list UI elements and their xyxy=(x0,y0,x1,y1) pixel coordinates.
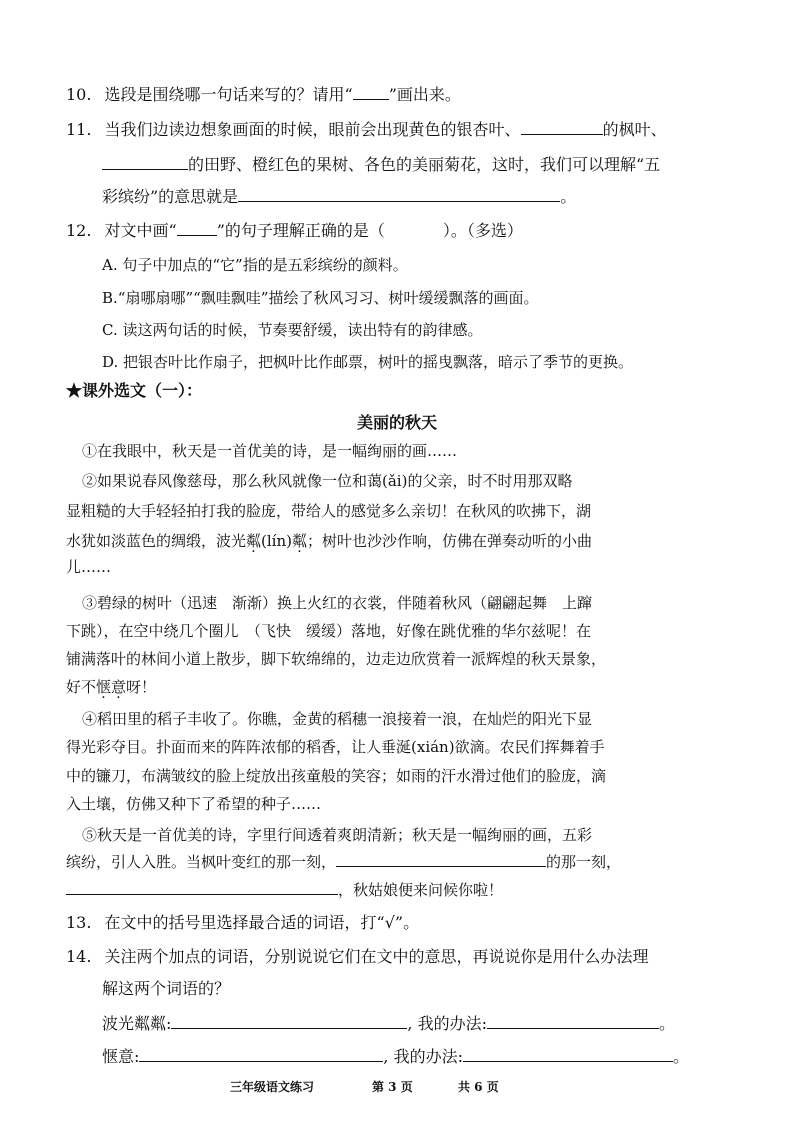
question-11-line-3 xyxy=(102,186,576,208)
answer-blank[interactable] xyxy=(353,85,389,100)
passage-title: 美丽的秋天 xyxy=(356,413,437,432)
passage-text: ；树叶也沙沙作响，仿佛在弹奏动听的小曲 xyxy=(307,532,593,550)
answer-row-2 xyxy=(102,1046,689,1068)
question-12 xyxy=(66,220,523,242)
method-label: , 我的办法: xyxy=(407,1014,487,1033)
answer-blank[interactable] xyxy=(102,155,188,170)
question-text: 对文中画“ xyxy=(104,221,177,240)
passage-paragraph-4-line-3: 中的镰刀，布满皱纹的脸上绽放出孩童般的笑容；如雨的汗水滑过他们的脸庞，滴 xyxy=(66,767,607,785)
passage-paragraph-5-line-3 xyxy=(66,879,503,901)
answer-blank xyxy=(177,221,217,236)
answer-row-1 xyxy=(102,1013,675,1035)
passage-paragraph-3-line-4 xyxy=(66,676,156,698)
star-icon: ★ xyxy=(66,381,83,400)
question-14-line-2: 解这两个词语的？ xyxy=(102,979,231,998)
passage-paragraph-5-line-2 xyxy=(66,851,621,873)
section-label: 课外选文（一）： xyxy=(82,381,203,400)
meaning-blank[interactable] xyxy=(171,1014,407,1029)
word-label: 波光粼粼: xyxy=(102,1014,172,1033)
passage-paragraph-5-line-1: ⑤秋天是一首优美的诗，字里行间透着爽朗清新；秋天是一幅绚丽的画，五彩 xyxy=(82,826,593,844)
word-label: 惬意: xyxy=(102,1047,140,1066)
punctuation: 。 xyxy=(672,1047,689,1066)
method-label: , 我的办法: xyxy=(383,1047,463,1066)
question-text: 的田野、橙红色的果树、各色的美丽菊花，这时，我们可以理解“五 xyxy=(188,155,661,174)
dotted-char: 意 xyxy=(111,678,127,696)
question-number: 14. xyxy=(66,947,92,966)
question-text: 在文中的括号里选择最合适的词语，打“√”。 xyxy=(104,913,420,932)
question-number: 13. xyxy=(66,913,92,932)
answer-blank[interactable] xyxy=(66,880,338,895)
option-d: D. 把银杏叶比作扇子，把枫叶比作邮票，树叶的摇曳飘落，暗示了季节的更换。 xyxy=(102,353,634,371)
passage-text: 水犹如淡蓝色的绸缎，波光 xyxy=(66,532,247,550)
question-11-line-2 xyxy=(102,154,660,176)
answer-blank[interactable] xyxy=(238,187,560,202)
passage-paragraph-1: ①在我眼中，秋天是一首优美的诗，是一幅绚丽的画…… xyxy=(82,442,458,460)
question-text: ”的句子理解正确的是（ xyxy=(216,221,385,240)
option-a: A. 句子中加点的“它”指的是五彩缤纷的颜料。 xyxy=(102,256,408,274)
question-number: 11. xyxy=(66,120,92,139)
question-text: 的枫叶、 xyxy=(602,120,667,139)
passage-paragraph-4-line-4: 入土壤，仿佛又种下了希望的种子…… xyxy=(66,795,322,813)
passage-paragraph-3-line-3: 铺满落叶的林间小道上散步，脚下软绵绵的，边走边欣赏着一派辉煌的秋天景象， xyxy=(66,650,607,668)
question-text: 当我们边读边想象画面的时候，眼前会出现黄色的银杏叶、 xyxy=(104,120,521,139)
question-11 xyxy=(66,119,667,141)
passage-text: 缤纷，引人入胜。当枫叶变红的那一刻， xyxy=(66,853,337,871)
question-number: 12. xyxy=(66,221,92,240)
question-text: ）。（多选） xyxy=(442,221,523,240)
meaning-blank[interactable] xyxy=(139,1047,383,1062)
passage-text: 呀！ xyxy=(126,678,157,696)
passage-paragraph-4-line-2: 得光彩夺目。扑面而来的阵阵浓郁的稻香，让人垂涎(xián)欲滴。农民们挥舞着手 xyxy=(66,738,605,756)
passage-text: 好不 xyxy=(66,678,97,696)
footer-subject: 三年级语文练习 xyxy=(230,1080,315,1094)
question-10 xyxy=(66,84,461,106)
dotted-char: 粼 xyxy=(246,532,262,550)
footer-page-number: 第 3 页 xyxy=(372,1080,413,1094)
section-heading xyxy=(66,380,202,402)
question-text: 。 xyxy=(560,187,577,206)
passage-paragraph-3-line-2: 下跳），在空中绕几个圈儿 （飞快 缓缓）落地，好像在跳优雅的华尔兹呢！在 xyxy=(66,622,592,640)
footer-page-total: 共 6 页 xyxy=(458,1080,499,1094)
method-blank[interactable] xyxy=(487,1014,659,1029)
answer-blank[interactable] xyxy=(336,852,546,867)
question-14 xyxy=(66,946,649,968)
passage-text: 的那一刻， xyxy=(546,853,622,871)
passage-paragraph-3-line-1: ③碧绿的树叶（迅速 渐渐）换上火红的衣裳，伴随着秋风（翩翩起舞 上蹿 xyxy=(82,594,593,612)
answer-blank[interactable] xyxy=(521,120,603,135)
question-text: ”画出来。 xyxy=(388,85,461,104)
question-13 xyxy=(66,912,419,934)
passage-text: ，秋姑娘便来问候你啦！ xyxy=(338,881,504,899)
passage-paragraph-2-line-1: ②如果说春风像慈母，那么秋风就像一位和蔼(ǎi)的父亲，时不时用那双略 xyxy=(82,472,573,490)
option-b: B.“扇哪扇哪”“飘哇飘哇”描绘了秋风习习、树叶缓缓飘落的画面。 xyxy=(102,289,539,307)
option-c: C. 读这两句话的时候，节奏要舒缓，读出特有的韵律感。 xyxy=(102,321,483,339)
method-blank[interactable] xyxy=(463,1047,673,1062)
question-number: 10. xyxy=(66,85,92,104)
passage-paragraph-2-line-3 xyxy=(66,530,592,552)
dotted-char: 粼 xyxy=(292,532,308,550)
passage-paragraph-2-line-2: 显粗糙的大手轻轻拍打我的脸庞，带给人的感觉多么亲切！在秋风的吹拂下，湖 xyxy=(66,502,592,520)
dotted-char: 惬 xyxy=(96,678,112,696)
question-text: 选段是围绕哪一句话来写的？请用“ xyxy=(104,85,353,104)
passage-paragraph-4-line-1: ④稻田里的稻子丰收了。你瞧，金黄的稻穗一浪接着一浪，在灿烂的阳光下显 xyxy=(82,710,593,728)
punctuation: 。 xyxy=(658,1014,675,1033)
passage-paragraph-2-line-4: 儿…… xyxy=(66,558,112,576)
question-text: 彩缤纷”的意思就是 xyxy=(102,187,239,206)
passage-text: (lín) xyxy=(261,532,292,550)
question-text: 关注两个加点的词语，分别说说它们在文中的意思，再说说你是用什么办法理 xyxy=(104,947,649,966)
